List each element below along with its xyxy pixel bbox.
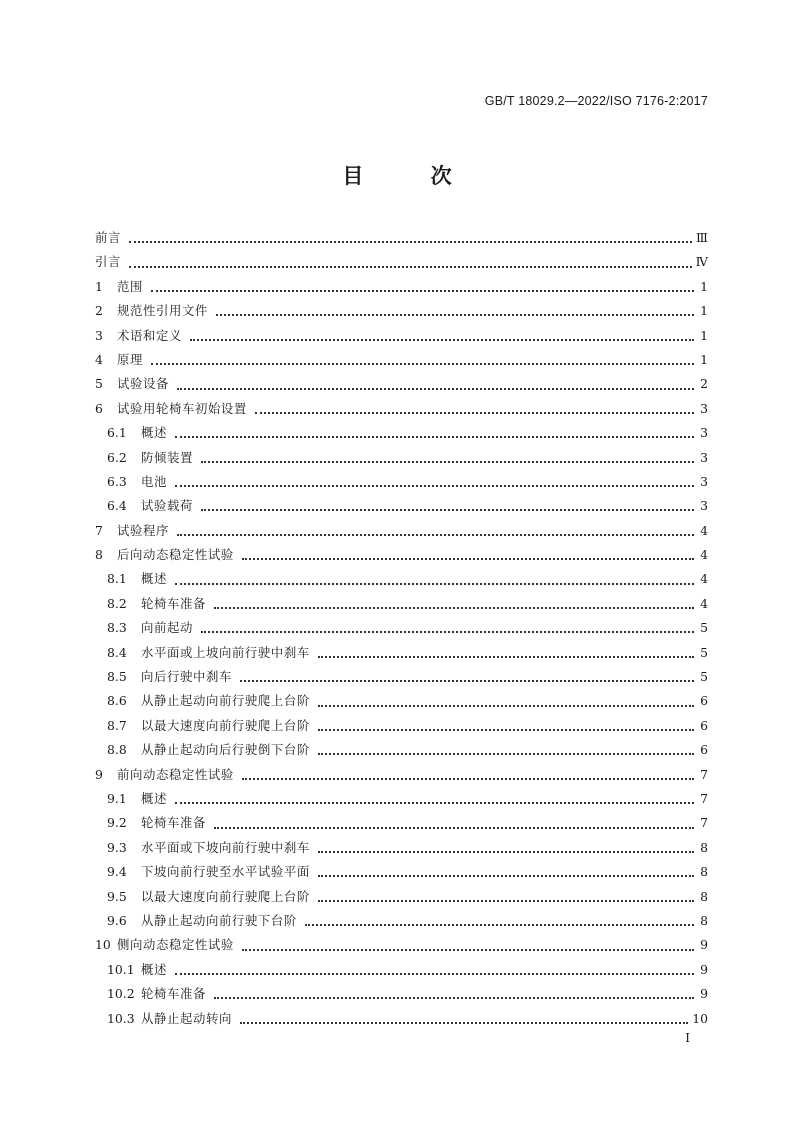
toc-entry[interactable] [95, 641, 708, 665]
toc-entry-page: 6 [700, 693, 708, 709]
toc-entry-label: 概述 [141, 425, 167, 441]
toc-entry-label: 从静止起动转向 [141, 1010, 232, 1026]
toc-entry[interactable] [95, 738, 708, 762]
toc-entry[interactable] [95, 885, 708, 909]
toc-entry-label: 水平面或上坡向前行驶中刹车 [141, 644, 310, 660]
toc-entry-page: 1 [700, 278, 708, 294]
toc-entry-number: 9.3 [107, 839, 127, 855]
dot-leader [151, 276, 694, 292]
toc-entry[interactable] [95, 299, 708, 323]
toc-entry-page: 5 [700, 669, 708, 685]
dot-leader [177, 520, 694, 536]
dot-leader [151, 349, 694, 365]
toc-entry-page: 3 [700, 400, 708, 416]
toc-entry-number: 10.1 [107, 961, 135, 977]
toc-entry-number: 6.1 [107, 425, 127, 441]
page-title: 目 次 [342, 164, 482, 188]
dot-leader [318, 715, 694, 731]
dot-leader [201, 447, 694, 463]
toc-entry-number: 10 [95, 937, 111, 953]
toc-entry-label: 引言 [95, 254, 121, 270]
toc-entry[interactable] [95, 787, 708, 811]
toc-entry[interactable] [95, 933, 708, 957]
toc-entry-label: 以最大速度向前行驶爬上台阶 [141, 717, 310, 733]
toc-entry-label: 向前起动 [141, 620, 193, 636]
toc-entry[interactable] [95, 446, 708, 470]
toc-entry-number: 4 [95, 351, 103, 367]
toc-entry-label: 水平面或下坡向前行驶中刹车 [141, 839, 310, 855]
toc-entry-page: 3 [700, 449, 708, 465]
toc-entry[interactable] [95, 494, 708, 518]
toc-entry-page: 7 [700, 815, 708, 831]
toc-entry[interactable] [95, 763, 708, 787]
toc-entry-label: 电池 [141, 473, 167, 489]
toc-entry-number: 6.2 [107, 449, 127, 465]
toc-entry-page: 5 [700, 644, 708, 660]
dot-leader [318, 837, 694, 853]
toc-entry-label: 规范性引用文件 [117, 303, 208, 319]
toc-entry-page: 4 [700, 571, 708, 587]
toc-entry-page: 7 [700, 790, 708, 806]
toc-entry-number: 8.4 [107, 644, 127, 660]
toc-entry-label: 范围 [117, 278, 143, 294]
toc-entry-number: 7 [95, 522, 103, 538]
toc-entry-label: 术语和定义 [117, 327, 182, 343]
toc-entry-number: 1 [95, 278, 103, 294]
toc-entry-label: 概述 [141, 790, 167, 806]
toc-entry-page: 3 [700, 473, 708, 489]
toc-entry[interactable] [95, 665, 708, 689]
toc-entry-label: 概述 [141, 961, 167, 977]
toc-entry-number: 6.3 [107, 473, 127, 489]
standard-code: GB/T 18029.2—2022/ISO 7176-2:2017 [484, 94, 708, 108]
toc-entry[interactable] [95, 616, 708, 640]
toc-entry-page: 1 [700, 327, 708, 343]
toc-entry-number: 9.2 [107, 815, 127, 831]
dot-leader [318, 642, 694, 658]
toc-entry-number: 9.4 [107, 864, 127, 880]
dot-leader [255, 398, 694, 414]
toc-entry-label: 以最大速度向前行驶爬上台阶 [141, 888, 310, 904]
toc-entry[interactable] [95, 982, 708, 1006]
toc-entry-label: 轮椅车准备 [141, 815, 206, 831]
toc-entry-number: 10.2 [107, 986, 135, 1002]
toc-entry-number: 9.6 [107, 912, 127, 928]
toc-entry-label: 向后行驶中刹车 [141, 669, 232, 685]
toc-entry-number: 10.3 [107, 1010, 135, 1026]
toc-entry-number: 8.1 [107, 571, 127, 587]
table-of-contents [95, 226, 708, 1031]
dot-leader [201, 617, 694, 633]
toc-entry-page: 8 [700, 839, 708, 855]
toc-entry-number: 6.4 [107, 498, 127, 514]
toc-entry-page: 8 [700, 864, 708, 880]
toc-entry-label: 试验程序 [117, 522, 169, 538]
dot-leader [129, 227, 692, 243]
dot-leader [175, 959, 694, 975]
toc-entry-number: 2 [95, 303, 103, 319]
toc-entry[interactable] [95, 348, 708, 372]
toc-entry[interactable] [95, 909, 708, 933]
toc-entry[interactable] [95, 421, 708, 445]
toc-entry[interactable] [95, 567, 708, 591]
toc-entry-page: 3 [700, 498, 708, 514]
dot-leader [214, 593, 694, 609]
toc-entry-page: 1 [700, 303, 708, 319]
toc-entry-page: 9 [700, 937, 708, 953]
dot-leader [201, 495, 694, 511]
toc-entry-label: 轮椅车准备 [141, 986, 206, 1002]
toc-entry-label: 概述 [141, 571, 167, 587]
toc-entry-number: 8.8 [107, 742, 127, 758]
toc-entry-page: 4 [700, 547, 708, 563]
dot-leader [242, 764, 694, 780]
toc-entry[interactable] [95, 714, 708, 738]
toc-entry[interactable] [95, 811, 708, 835]
toc-entry-number: 8.5 [107, 669, 127, 685]
toc-entry-label: 侧向动态稳定性试验 [117, 937, 234, 953]
toc-entry-label: 原理 [117, 351, 143, 367]
toc-entry-page: 10 [692, 1010, 708, 1026]
toc-entry-page: 4 [700, 595, 708, 611]
toc-entry[interactable] [95, 519, 708, 543]
toc-entry[interactable] [95, 1007, 708, 1031]
toc-entry-page: 2 [700, 376, 708, 392]
toc-entry-page: 6 [700, 717, 708, 733]
dot-leader [175, 471, 694, 487]
toc-entry-page: 9 [700, 986, 708, 1002]
toc-entry-page: 5 [700, 620, 708, 636]
toc-entry-label: 从静止起动向后行驶倒下台阶 [141, 742, 310, 758]
toc-entry-label: 前向动态稳定性试验 [117, 766, 234, 782]
toc-entry-number: 5 [95, 376, 103, 392]
toc-entry-number: 8 [95, 547, 103, 563]
toc-entry-number: 8.6 [107, 693, 127, 709]
toc-entry-number: 9.1 [107, 790, 127, 806]
toc-entry[interactable] [95, 275, 708, 299]
dot-leader [214, 983, 694, 999]
toc-entry-label: 防倾装置 [141, 449, 193, 465]
toc-entry-label: 试验用轮椅车初始设置 [117, 400, 247, 416]
dot-leader [305, 910, 694, 926]
toc-entry-label: 轮椅车准备 [141, 595, 206, 611]
dot-leader [240, 666, 694, 682]
dot-leader [318, 861, 694, 877]
dot-leader [318, 691, 694, 707]
dot-leader [242, 935, 694, 951]
toc-entry[interactable] [95, 836, 708, 860]
toc-entry-number: 9 [95, 766, 103, 782]
toc-entry[interactable] [95, 250, 708, 274]
toc-entry-page: Ⅳ [695, 254, 708, 270]
toc-entry-label: 下坡向前行驶至水平试验平面 [141, 864, 310, 880]
dot-leader [318, 739, 694, 755]
toc-entry-page: 9 [700, 961, 708, 977]
toc-entry-number: 6 [95, 400, 103, 416]
toc-entry-number: 3 [95, 327, 103, 343]
toc-entry-number: 9.5 [107, 888, 127, 904]
toc-entry[interactable] [95, 397, 708, 421]
toc-entry-label: 后向动态稳定性试验 [117, 547, 234, 563]
dot-leader [242, 544, 694, 560]
dot-leader [318, 886, 694, 902]
toc-entry[interactable] [95, 470, 708, 494]
toc-entry[interactable] [95, 689, 708, 713]
dot-leader [190, 325, 694, 341]
dot-leader [214, 813, 694, 829]
toc-entry-number: 8.3 [107, 620, 127, 636]
toc-entry-label: 试验设备 [117, 376, 169, 392]
toc-entry[interactable] [95, 958, 708, 982]
dot-leader [175, 788, 694, 804]
toc-entry-number: 8.2 [107, 595, 127, 611]
dot-leader [177, 374, 694, 390]
toc-entry-label: 前言 [95, 230, 121, 245]
dot-leader [129, 252, 692, 268]
toc-entry-label: 从静止起动向前行驶爬上台阶 [141, 693, 310, 709]
toc-entry[interactable] [95, 324, 708, 348]
toc-entry-number: 8.7 [107, 717, 127, 733]
dot-leader [175, 422, 694, 438]
toc-entry[interactable] [95, 592, 708, 616]
toc-entry-page: 3 [700, 425, 708, 441]
toc-entry[interactable] [95, 860, 708, 884]
toc-entry[interactable] [95, 372, 708, 396]
dot-leader [175, 569, 694, 585]
toc-entry[interactable] [95, 543, 708, 567]
toc-entry-page: Ⅲ [696, 230, 708, 245]
dot-leader [216, 300, 694, 316]
dot-leader [240, 1008, 688, 1024]
toc-entry-page: 1 [700, 351, 708, 367]
toc-entry-page: 4 [700, 522, 708, 538]
page-number: I [685, 1031, 690, 1045]
toc-entry-page: 8 [700, 888, 708, 904]
toc-entry-page: 7 [700, 766, 708, 782]
toc-entry[interactable] [95, 226, 708, 250]
toc-entry-label: 从静止起动向前行驶下台阶 [141, 912, 297, 928]
toc-entry-page: 6 [700, 742, 708, 758]
toc-entry-label: 试验载荷 [141, 498, 193, 514]
toc-entry-page: 8 [700, 912, 708, 928]
